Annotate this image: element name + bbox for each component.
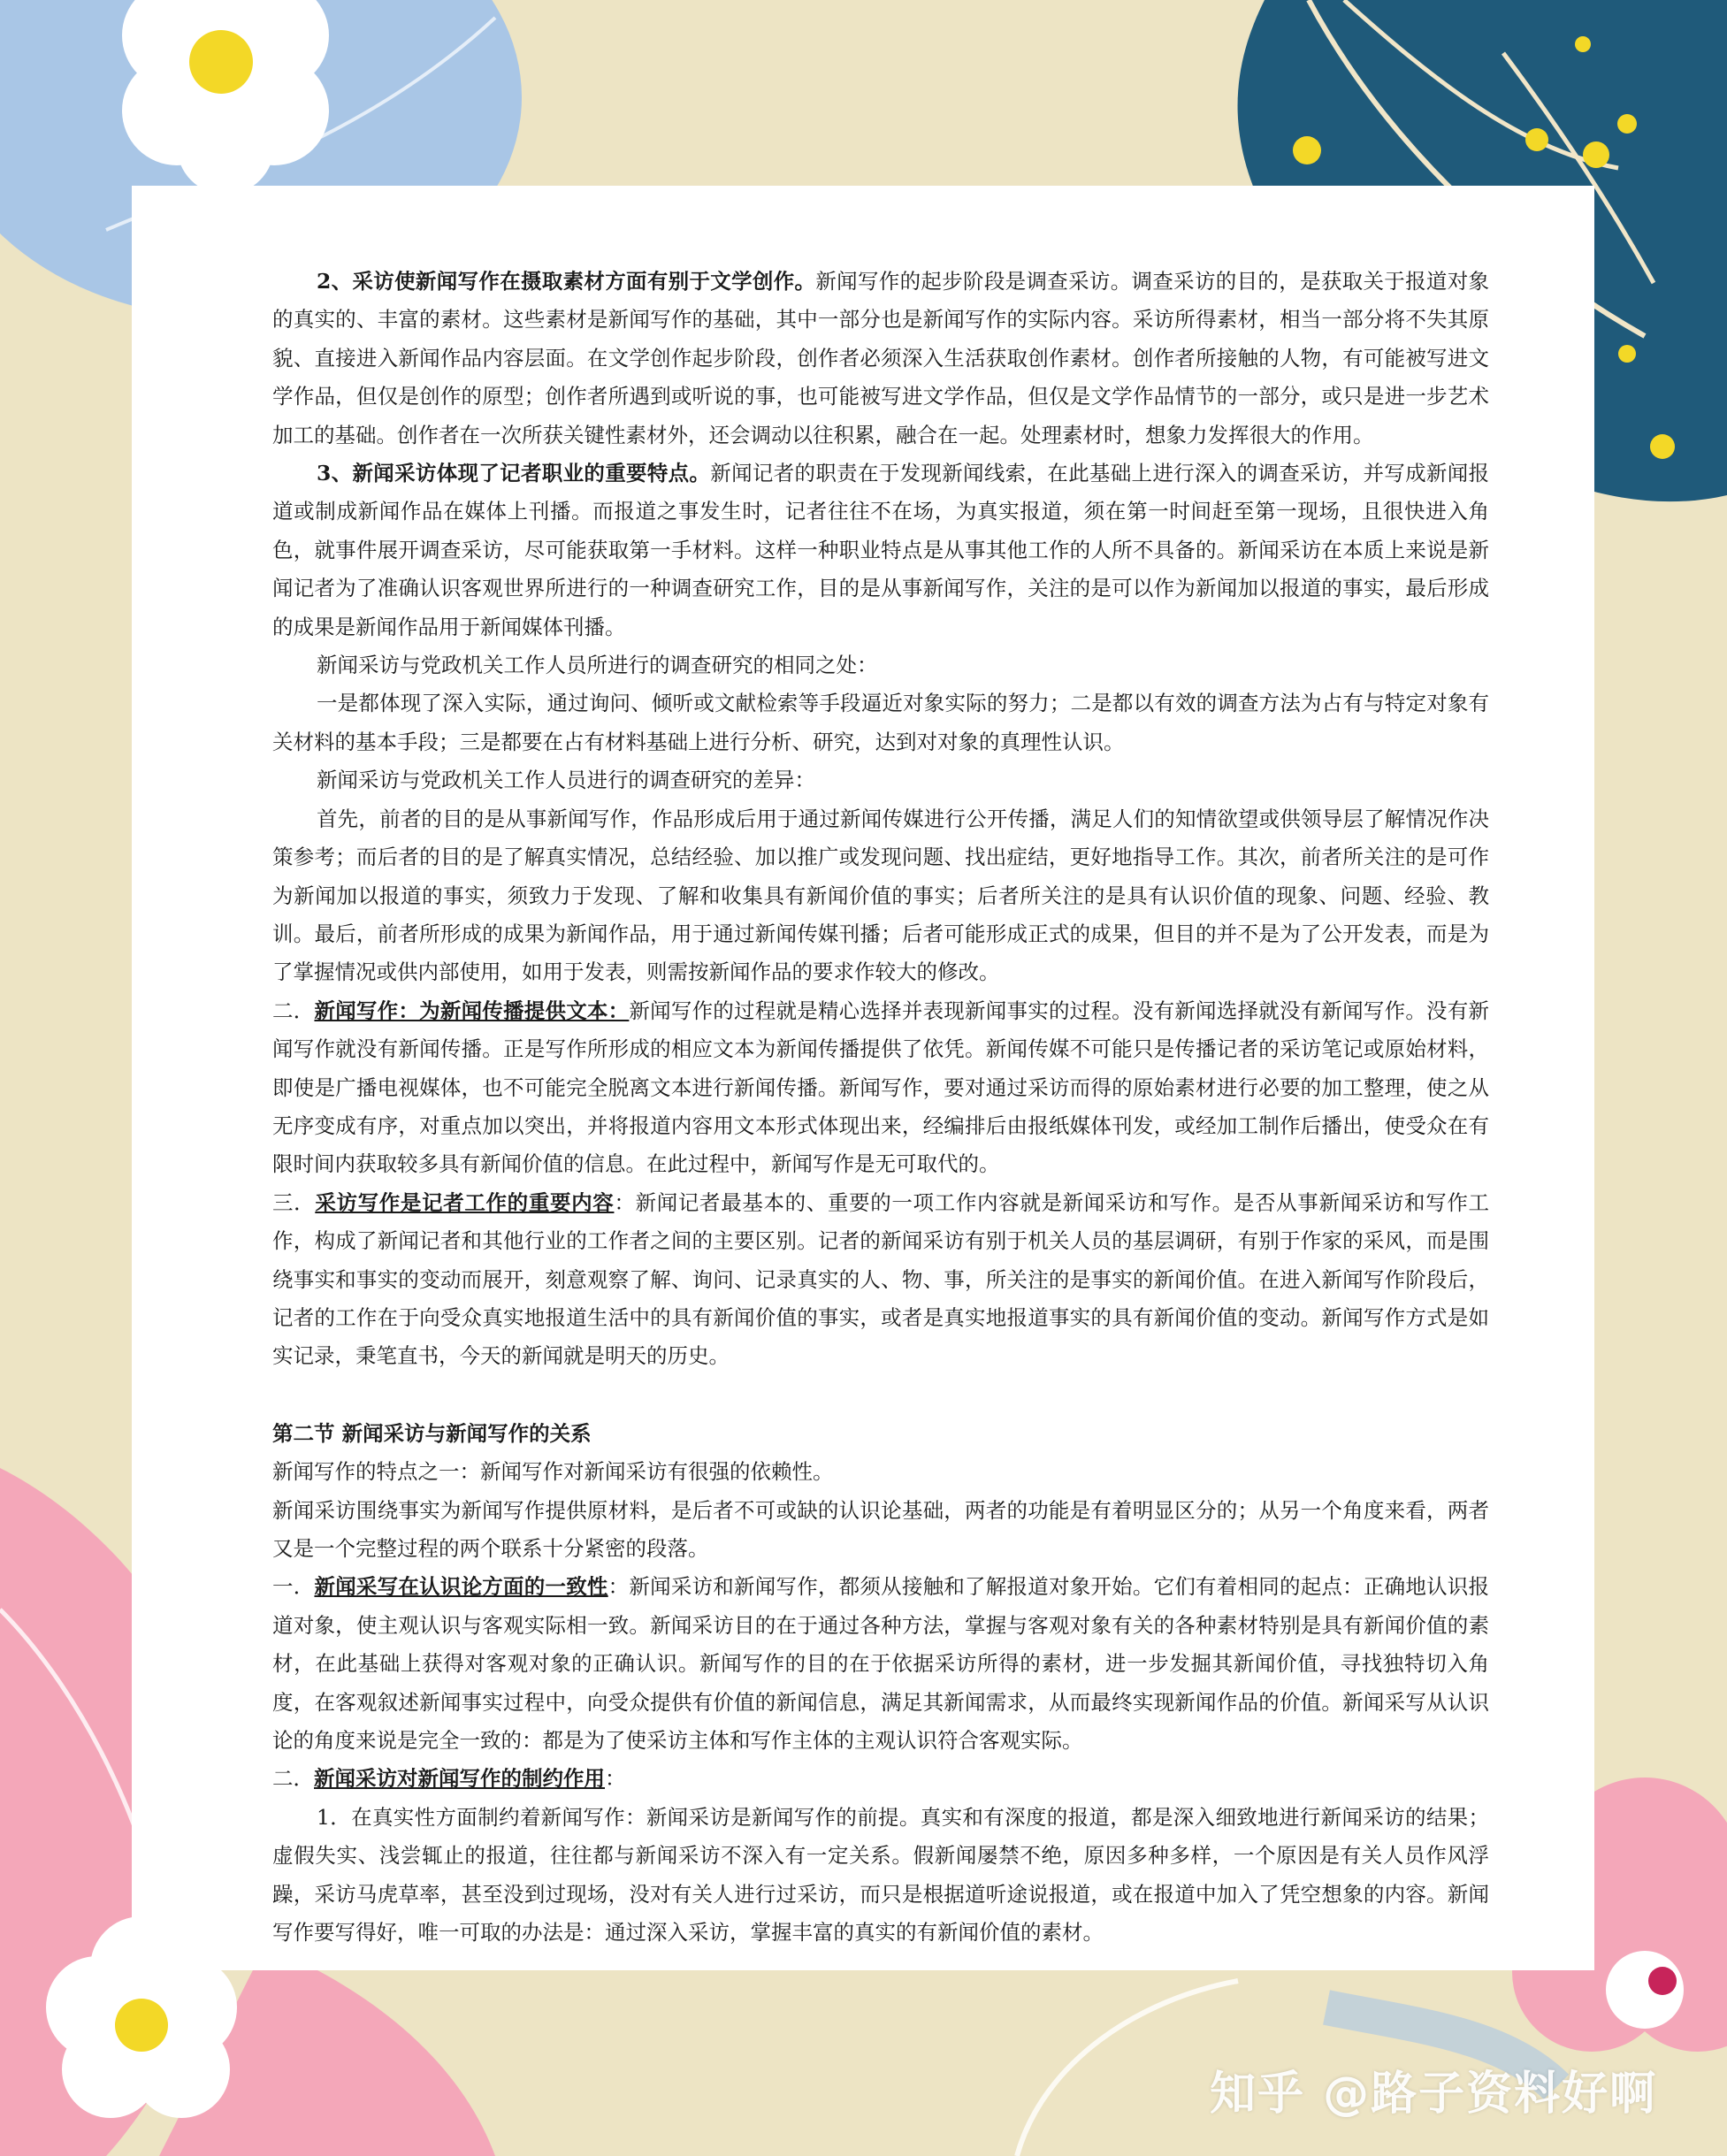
paragraph — [272, 455, 1489, 646]
paragraph-body: 新闻写作的过程就是精心选择并表现新闻事实的过程。没有新闻选择就没有新闻写作。没有新闻写作就没有新闻传播。正是写作所形成的相应文本为新闻传播提供了依凭。新闻传媒不可能只是传播记者的采访笔记或原始材料，即使是广播电视媒体，也不可能完全脱离文本进行新闻传播。新闻写作，要对通过采访而得的原始素材进行必要的加工整理，使之从无序变成有序，对重点加以突出，并将报道内容用文本形式体现出来，经编排后由报纸媒体刊发，或经加工制作后播出，使受众在有限时间内获取较多具有新闻价值的信息。在此过程中，新闻写作是无可取代的。 — [272, 998, 1490, 1177]
paragraph-body: 新闻记者的职责在于发现新闻线索，在此基础上进行深入的调查采访，并写成新闻报道或制成新闻作品在媒体上刊播。而报道之事发生时，记者往往不在场，为真实报道，须在第一时间赶至第一现场，且很快进入角色，就事件展开调查采访，尽可能获取第一手材料。这样一种职业特点是从事其他工作的人所不具备的。新闻采访在本质上来说是新闻记者为了准确认识客观世界所进行的一种调查研究工作，目的是从事新闻写作，关注的是可以作为新闻加以报道的事实，最后形成的成果是新闻作品用于新闻媒体刊播。 — [272, 461, 1489, 639]
section-title: 第二节 新闻采访与新闻写作的关系 — [272, 1420, 592, 1446]
paragraph-lead: 新闻采访对新闻写作的制约作用 — [314, 1766, 605, 1792]
paragraph — [272, 992, 1489, 1184]
paragraph — [272, 1568, 1489, 1760]
paragraph-lead: 2、采访使新闻写作在摄取素材方面有别于文学创作。 — [317, 269, 816, 294]
paragraph: 一是都体现了深入实际，通过询问、倾听或文献检索等手段逼近对象实际的努力；二是都以有效的调查方法为占有与特定对象有关材料的基本手段；三是都要在占有材料基础上进行分析、研究，达到对对象的真理性认识。 — [272, 691, 1489, 754]
paragraph — [272, 1184, 1489, 1376]
paragraph-body: 新闻写作的起步阶段是调查采访。调查采访的目的，是获取关于报道对象的真实的、丰富的素材。这些素材是新闻写作的基础，其中一部分也是新闻写作的实际内容。采访所得素材，相当一部分将不失其原貌、直接进入新闻作品内容层面。在文学创作起步阶段，创作者必须深入生活获取创作素材。创作者所接触的人物，有可能被写进文学作品，但仅是创作的原型；创作者所遇到或听说的事，也可能被写进文学作品，但仅是文学作品情节的一部分，或只是进一步艺术加工的基础。创作者在一次所获关键性素材外，还会调动以往积累，融合在一起。处理素材时，想象力发挥很大的作用。 — [272, 269, 1490, 447]
document-page — [132, 186, 1594, 1970]
paragraph-lead: 采访写作是记者工作的重要内容 — [315, 1189, 615, 1215]
paragraph: 新闻写作的特点之一：新闻写作对新闻采访有很强的依赖性。 — [272, 1459, 834, 1485]
paragraph-body: ：新闻采访和新闻写作，都须从接触和了解报道对象开始。它们有着相同的起点：正确地认识报道对象，使主观认识与客观实际相一致。新闻采访目的在于通过各种方法，掌握与客观对象有关的各种素材特别是具有新闻价值的素材，在此基础上获得对客观对象的正确认识。新闻写作的目的在于依据采访所得的素材，进一步发掘其新闻价值，寻找独特切入角度，在客观叙述新闻事实过程中，向受众提供有价值的新闻信息，满足其新闻需求，从而最终实现新闻作品的价值。新闻采写从认识论的角度来说是完全一致的：都是为了使采访主体和写作主体的主观认识符合客观实际。 — [272, 1574, 1490, 1754]
paragraph: 新闻采访与党政机关工作人员进行的调查研究的差异： — [317, 768, 815, 793]
watermark: 知乎 @路子资料好啊 — [1210, 2068, 1658, 2121]
paragraph-lead: 新闻采写在认识论方面的一致性 — [314, 1574, 608, 1600]
item-number: 二． — [272, 998, 315, 1023]
paragraph-lead: 新闻写作：为新闻传播提供文本： — [314, 998, 630, 1023]
paragraph-body: ： — [605, 1766, 626, 1792]
paragraph-body: ：新闻记者最基本的、重要的一项工作内容就是新闻采访和写作。是否从事新闻采访和写作工作，构成了新闻记者和其他行业的工作者之间的主要区别。记者的新闻采访有别于机关人员的基层调研，有别于作家的采风，而是围绕事实和事实的变动而展开，刻意观察了解、询问、记录真实的人、物、事，所关注的是事实的新闻价值。在进入新闻写作阶段后，记者的工作在于向受众真实地报道生活中的具有新闻价值的事实，或者是真实地报道事实的具有新闻价值的变动。新闻写作方式是如实记录，秉笔直书，今天的新闻就是明天的历史。 — [272, 1189, 1490, 1369]
item-number: 三． — [272, 1189, 316, 1215]
paragraph: 首先，前者的目的是从事新闻写作，作品形成后用于通过新闻传媒进行公开传播，满足人们的知情欲望或供领导层了解情况作决策参考；而后者的目的是了解真实情况，总结经验、加以推广或发现问题、找出症结，更好地指导工作。其次，前者所关注的是可作为新闻加以报道的事实，须致力于发现、了解和收集具有新闻价值的事实；后者所关注的是具有认识价值的现象、问题、经验、教训。最后，前者所形成的成果为新闻作品，用于通过新闻传媒刊播；后者可能形成正式的成果，但目的并不是为了公开发表，而是为了掌握情况或供内部使用，如用于发表，则需按新闻作品的要求作较大的修改。 — [272, 806, 1489, 985]
paragraph — [272, 1760, 1489, 1798]
paragraph: 新闻采访与党政机关工作人员所进行的调查研究的相同之处： — [317, 653, 878, 678]
document-body — [272, 263, 1489, 1952]
paragraph: 新闻采访围绕事实为新闻写作提供原材料，是后者不可或缺的认识论基础，两者的功能是有着明显区分的；从另一个角度来看，两者又是一个完整过程的两个联系十分紧密的段落。 — [272, 1497, 1489, 1561]
paragraph: 1．在真实性方面制约着新闻写作：新闻采访是新闻写作的前提。真实和有深度的报道，都是深入细致地进行新闻采访的结果；虚假失实、浅尝辄止的报道，往往都与新闻采访不深入有一定关系。假新闻屡禁不绝，原因多种多样，一个原因是有关人员作风浮躁，采访马虎草率，甚至没到过现场，没对有关人进行过采访，而只是根据道听途说报道，或在报道中加入了凭空想象的内容。新闻写作要写得好，唯一可取的办法是：通过深入采访，掌握丰富的真实的有新闻价值的素材。 — [272, 1804, 1489, 1946]
item-number: 一． — [272, 1574, 315, 1600]
paragraph-lead: 3、新闻采访体现了记者职业的重要特点。 — [317, 461, 711, 486]
item-number: 二． — [272, 1766, 314, 1792]
paragraph — [272, 263, 1489, 455]
